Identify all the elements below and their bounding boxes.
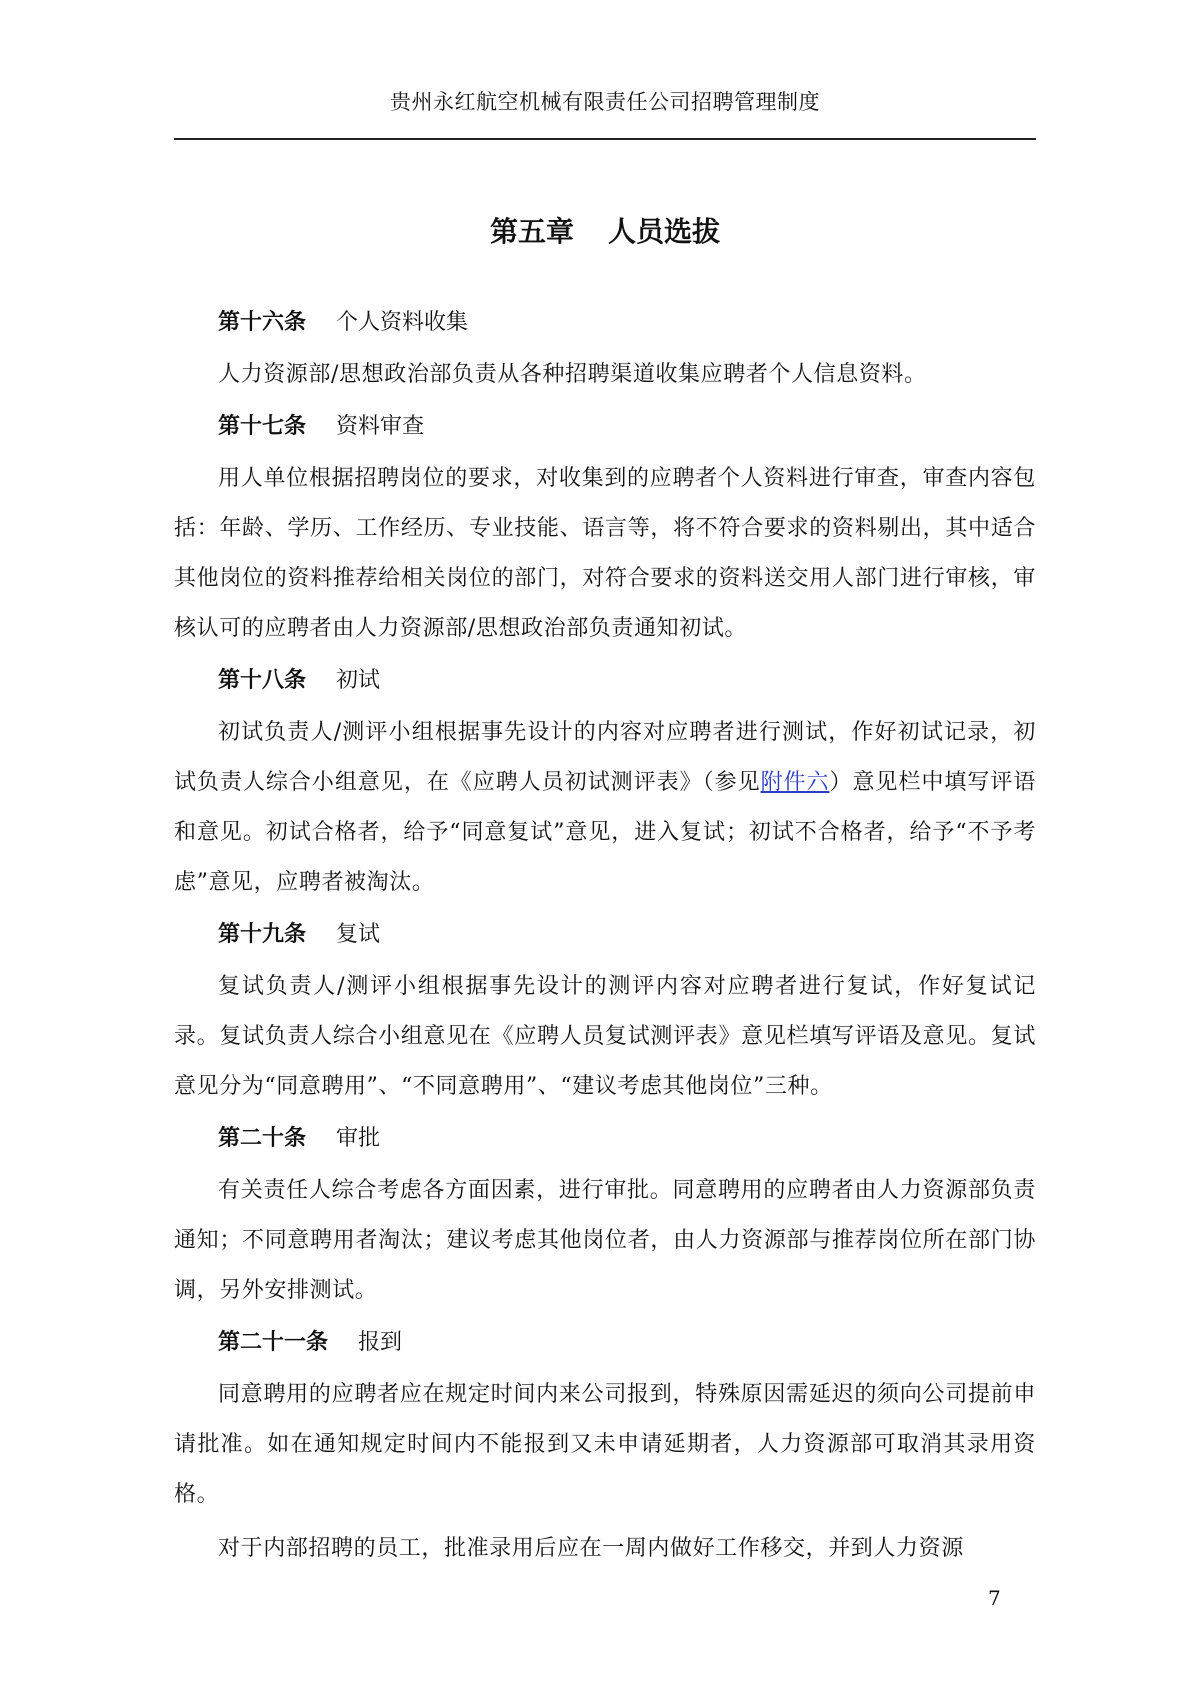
article-21-paragraph: 同意聘用的应聘者应在规定时间内来公司报到，特殊原因需延迟的须向公司提前申请批准。如在通知规定时间内不能报到又未申请延期者，人力资源部可取消其录用资格。: [174, 1382, 1036, 1507]
article-19-heading: [174, 912, 1036, 958]
running-header: 贵州永红航空机械有限责任公司招聘管理制度: [390, 90, 820, 114]
header-rule: [174, 138, 1036, 140]
article-17-heading: [174, 404, 1036, 450]
paragraph-text: ）意见栏中填写评语和意见。初试合格者，给予“同意复试”意见，进入复试；初试不合格者，给予“不予考虑”意见，应聘者被淘汰。: [174, 770, 1036, 895]
chapter-title: 人员选拔: [608, 215, 721, 248]
document-body: [174, 300, 1036, 1578]
article-title: 初试: [336, 668, 381, 693]
article-title: 报到: [358, 1330, 403, 1355]
article-17-paragraph: 用人单位根据招聘岗位的要求，对收集到的应聘者个人资料进行审查，审查内容包括：年龄、学历、工作经历、专业技能、语言等，将不符合要求的资料剔出，其中适合其他岗位的资料推荐给相关岗位的部门，对符合要求的资料送交用人部门进行审核，审核认可的应聘者由人力资源部/思想政治部负责通知初试。: [174, 466, 1036, 641]
article-title: 审批: [336, 1126, 381, 1151]
article-number: 第二十条: [218, 1126, 307, 1151]
article-number: 第十八条: [218, 668, 307, 693]
article-18-heading: [174, 658, 1036, 704]
article-title: 个人资料收集: [336, 310, 469, 335]
page-number: 7: [988, 1586, 1001, 1610]
chapter-heading: [174, 210, 1036, 250]
paragraph-text: 初试负责人/测评小组根据事先设计的内容对应聘者进行测试，作好初试记录，初试负责人综合小组意见，在《应聘人员初试测评表》（参见: [174, 720, 1036, 795]
article-title: 复试: [336, 922, 381, 947]
article-18-paragraph: [174, 708, 1036, 908]
chapter-number: 第五章: [489, 215, 574, 248]
article-16-paragraph: 人力资源部/思想政治部负责从各种招聘渠道收集应聘者个人信息资料。: [218, 362, 927, 387]
article-20-paragraph: 有关责任人综合考虑各方面因素，进行审批。同意聘用的应聘者由人力资源部负责通知；不同意聘用者淘汰；建议考虑其他岗位者，由人力资源部与推荐岗位所在部门协调，另外安排测试。: [174, 1178, 1036, 1303]
article-16-heading: [174, 300, 1036, 346]
article-number: 第十六条: [218, 310, 307, 335]
article-20-heading: [174, 1116, 1036, 1162]
article-number: 第二十一条: [218, 1330, 329, 1355]
article-number: 第十九条: [218, 922, 307, 947]
article-title: 资料审查: [336, 414, 425, 439]
article-21-heading: [174, 1320, 1036, 1366]
attachment-six-link[interactable]: 附件六: [760, 770, 830, 795]
article-number: 第十七条: [218, 414, 307, 439]
article-19-paragraph: 复试负责人/测评小组根据事先设计的测评内容对应聘者进行复试，作好复试记录。复试负责人综合小组意见在《应聘人员复试测评表》意见栏填写评语及意见。复试意见分为“同意聘用”、“不同意聘用”、“建议考虑其他岗位”三种。: [174, 974, 1036, 1099]
article-21-paragraph: 对于内部招聘的员工，批准录用后应在一周内做好工作移交，并到人力资源: [218, 1536, 964, 1561]
